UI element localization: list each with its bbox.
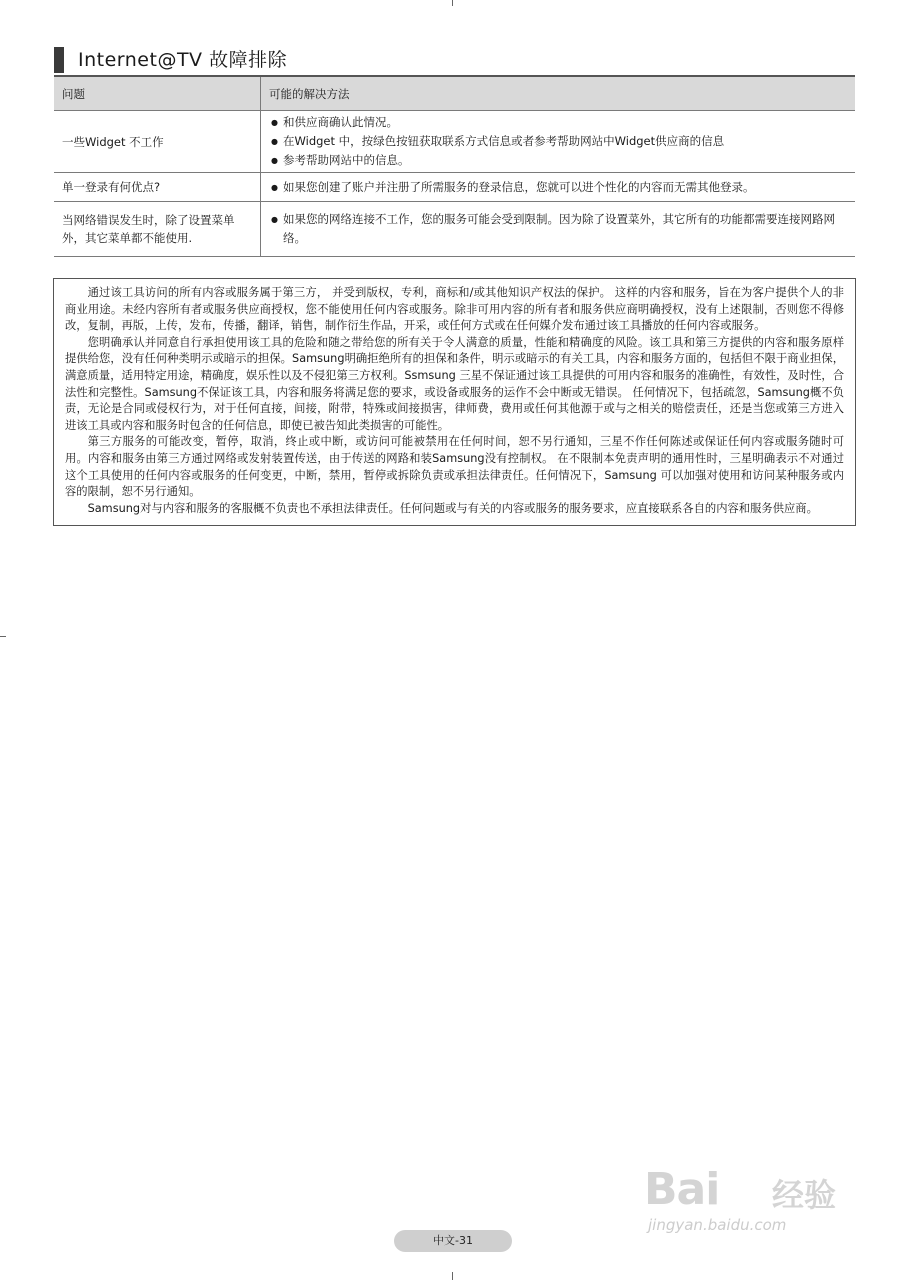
solution-cell <box>261 202 856 257</box>
table-row <box>54 173 855 202</box>
solution-list <box>269 178 847 197</box>
watermark-brand-cn: 经验 <box>772 1176 837 1214</box>
disclaimer-paragraph: Samsung对与内容和服务的客服概不负责也不承担法律责任。任何问题或与有关的内容或服务的服务要求，应直接联系各自的内容和服务供应商。 <box>87 501 818 515</box>
baidu-watermark <box>644 1140 859 1240</box>
page-title: Internet@TV 故障排除 <box>78 49 288 71</box>
solution-list <box>269 210 847 248</box>
crop-mark-bottom <box>452 1272 453 1280</box>
column-header-problem: 问题 <box>54 76 261 111</box>
crop-mark-top <box>452 0 453 6</box>
solution-cell <box>261 173 856 202</box>
disclaimer-paragraph: 通过该工具访问的所有内容或服务属于第三方， 并受到版权，专利，商标和/或其他知识产权法的保护。 这样的内容和服务，旨在为客户提供个人的非商业用途。未经内容所有者或服务供应商授权，您不能使用任何内容或服务。除非可用内容的所有者和服务供应商明确授权，没有上述限制，否则您不得修改，复制，再版，上传，发布，传播，翻译，销售，制作衍生作品，开采，或任何方式或在任何媒介发布通过该工具播放的任何内容或服务。 <box>65 286 844 333</box>
disclaimer-paragraph: 您明确承认并同意自行承担使用该工具的危险和随之带给您的所有关于令人满意的质量，性能和精确度的风险。该工具和第三方提供的内容和服务原样提供给您，没有任何种类明示或暗示的担保。Samsung明确拒绝所有的担保和条件，明示或暗示的有关工具，内容和服务方面的，包括但不限于商业担保，满意质量，适用特定用途，精确度，娱乐性以及不侵犯第三方权利。Ssmsung 三星不保证通过该工具提供的可用内容和服务的准确性，有效性，及时性，合法性和完整性。Samsung不保证该工具，内容和服务将满足您的要求，或设备或服务的运作不会中断或无错误。 任何情况下，包括疏忽，Samsung概不负责，无论是合同或侵权行为，对于任何直接，间接，附带，特殊或间接损害，律师费，费用或任何其他源于或与之相关的赔偿责任，还是当您或第三方进入进该工具或内容和服务时包含的任何信息，即使已被告知此类损害的可能性。 <box>65 335 844 432</box>
title-accent-bar <box>54 47 64 73</box>
solution-cell <box>261 111 856 173</box>
problem-cell: 一些Widget 不工作 <box>54 111 261 173</box>
page-title-block <box>54 46 855 74</box>
column-header-solution: 可能的解决方法 <box>261 76 856 111</box>
solution-item: ● 和供应商确认此情况。 <box>283 113 847 132</box>
crop-mark-left <box>0 636 6 637</box>
disclaimer-box <box>53 278 856 526</box>
solution-list <box>269 113 847 170</box>
page-number: 中文-31 <box>394 1230 512 1252</box>
problem-cell: 单一登录有何优点? <box>54 173 261 202</box>
solution-item: ● 参考帮助网站中的信息。 <box>283 151 847 170</box>
table-row <box>54 111 855 173</box>
troubleshooting-table <box>54 75 855 257</box>
table-row <box>54 202 855 257</box>
problem-cell: 当网络错误发生时，除了设置菜单外，其它菜单都不能使用. <box>54 202 261 257</box>
watermark-url: jingyan.baidu.com <box>648 1216 787 1234</box>
disclaimer-paragraph: 第三方服务的可能改变，暂停，取消，终止或中断，或访问可能被禁用在任何时间，恕不另行通知，三星不作任何陈述或保证任何内容或服务随时可用。内容和服务由第三方通过网络或发射装置传送，由于传送的网路和装Samsung没有控制权。 在不限制本免责声明的通用性时，三星明确表示不对通过这个工具使用的任何内容或服务的任何变更，中断，禁用，暂停或拆除负责或承担法律责任。任何情况下，Samsung 可以加强对使用和访问某种服务或内容的限制，恕不另行通知。 <box>65 435 844 499</box>
solution-item: ● 在Widget 中，按绿色按钮获取联系方式信息或者参考帮助网站中Widget供应商的信息 <box>283 132 847 151</box>
solution-item: ● 如果您创建了账户并注册了所需服务的登录信息，您就可以进个性化的内容而无需其他登录。 <box>283 178 847 197</box>
solution-item: ● 如果您的网络连接不工作，您的服务可能会受到限制。因为除了设置菜外，其它所有的功能都需要连接网路网络。 <box>283 210 847 248</box>
table-header-row <box>54 76 855 111</box>
watermark-brand: Bai <box>644 1164 720 1215</box>
